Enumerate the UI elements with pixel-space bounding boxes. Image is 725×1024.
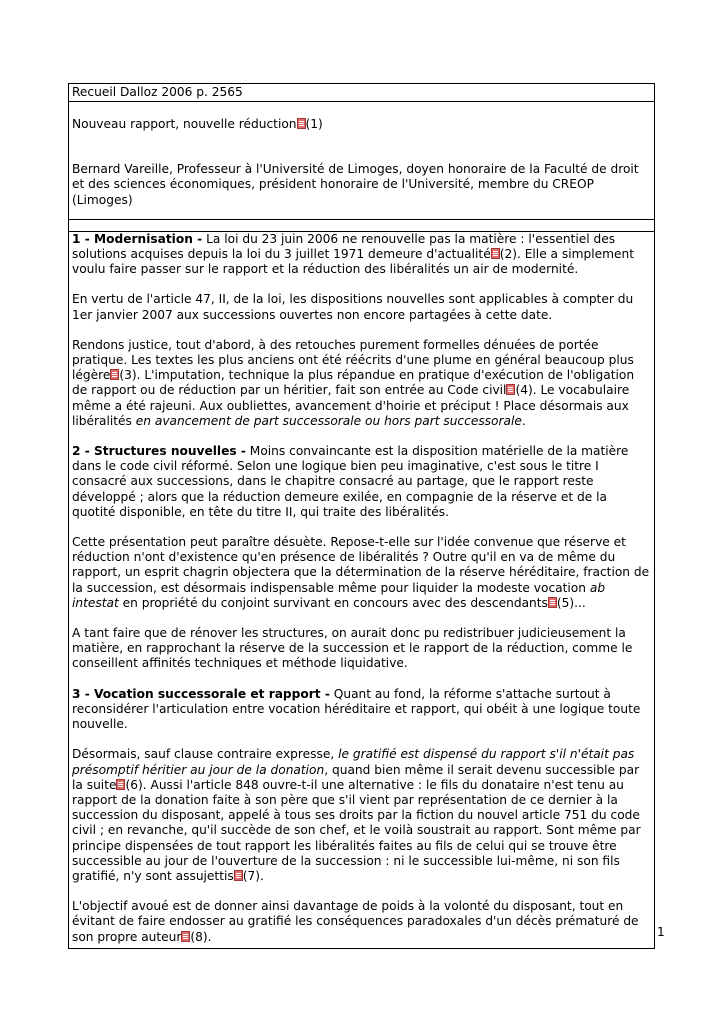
document-frame (68, 83, 655, 949)
header-row (69, 102, 654, 220)
note-icon[interactable] (116, 779, 125, 790)
source-row (69, 84, 654, 102)
footnote-link[interactable]: (8) (190, 929, 208, 944)
paragraph-5: Cette présentation peut paraître désuète. Repose-t-elle sur l'idée convenue que réserve et réduction n'ont d'existence qu'en présence de libéralités ? Outre qu'il en va de même du rapport, un esprit chagrin objectera que la détermination de la réserve héréditaire, fraction de la succession, est désormais indispensable même pour liquider la modeste vocation ab intestat en propriété du conjoint survivant en concours avec des descendants (5)... (72, 535, 650, 610)
section-heading: 2 - Structures nouvelles - (72, 444, 246, 459)
paragraph-7: 3 - Vocation successorale et rapport - Quant au fond, la réforme s'attache surtout à reconsidérer l'articulation entre vocation héréditaire et rapport, qui obéit à une logique toute nouvelle. (72, 686, 641, 732)
paragraph-8: Désormais, sauf clause contraire expresse, le gratifié est dispensé du rapport s'il n'était pas présomptif héritier au jour de la donation, quand bien même il serait devenu successible par la suite (6). Aussi l'article 848 ouvre-t-il une alternative : le fils du donataire n'est tenu au rapport de la donation faite à son père que s'il vient par représentation de ce dernier à la succession du disposant, appelé à tous ses droits par la fiction du nouvel article 751 du code civil ; en revanche, qu'il succède de son chef, et le voilà soustrait au rapport. Sont même par principe dispensées de tout rapport les libéralités faites au fils de celui qui se trouve être successible au jour de l'ouverture de la succession : ni le successible lui-même, ni son fils gratifié, n'y sont assujettis (7). (72, 747, 641, 883)
section-heading: 1 - Modernisation - (72, 231, 203, 246)
footnote-link[interactable]: (7) (242, 868, 260, 883)
paragraph-6: A tant faire que de rénover les structures, on aurait donc pu redistribuer judicieusement la matière, en rapprochant la réserve de la succession et le rapport de la réduction, comme le conseillent affinités techniques et méthode liquidative. (72, 626, 633, 671)
note-icon[interactable] (491, 248, 500, 259)
spacer-row (69, 220, 654, 232)
note-icon[interactable] (110, 369, 119, 380)
footnote-link[interactable]: (5) (556, 595, 575, 610)
paragraph-4: 2 - Structures nouvelles - Moins convaincante est la disposition matérielle de la matière dans le code civil réformé. Selon une logique bien peu imaginative, c'est sous le titre I consacré aux successions, dans le chapitre consacré au partage, que le rapport reste développé ; alors que la réduction demeure exilée, en compagnie de la réserve et de la quotité disponible, en tête du titre II, qui traite des libéralités. (72, 444, 629, 519)
footnote-link[interactable]: (4) (515, 383, 533, 398)
source-citation: Recueil Dalloz 2006 p. 2565 (72, 85, 243, 99)
note-icon[interactable] (506, 384, 515, 395)
article-body (69, 232, 654, 948)
footnote-link[interactable]: (6) (125, 777, 143, 792)
article-title: Nouveau rapport, nouvelle réduction (1) (72, 117, 323, 131)
author-line: Bernard Vareille, Professeur à l'Université de Limoges, doyen honoraire de la Faculté de droit et des sciences économiques, président honoraire de l'Université, membre du CREOP (Limoges) (72, 162, 639, 207)
paragraph-2: En vertu de l'article 47, II, de la loi, les dispositions nouvelles sont applicables à compter du 1er janvier 2007 aux successions ouvertes non encore partagées à cette date. (72, 292, 634, 322)
page-number: 1 (657, 925, 665, 939)
note-icon[interactable] (181, 931, 190, 942)
section-heading: 3 - Vocation successorale et rapport - (72, 686, 330, 701)
note-icon[interactable] (297, 118, 306, 129)
footnote-link[interactable]: (1) (305, 117, 323, 131)
paragraph-1: 1 - Modernisation - La loi du 23 juin 2006 ne renouvelle pas la matière : l'essentiel des solutions acquises depuis la loi du 3 juillet 1971 demeure d'actualité (2). Elle a simplement voulu faire passer sur le rapport et la réduction des libéralités un air de modernité. (72, 231, 635, 277)
footnote-link[interactable]: (2) (499, 247, 517, 262)
note-icon[interactable] (234, 870, 243, 881)
note-icon[interactable] (548, 597, 557, 608)
paragraph-3: Rendons justice, tout d'abord, à des retouches purement formelles dénuées de portée pratique. Les textes les plus anciens ont été réécrits d'une plume en général beaucoup plus légère (3). L'imputation, technique la plus répandue en pratique d'exécution de l'obligation de rapport ou de réduction par un héritier, fait son entrée au Code civil (4). Le vocabulaire même a été rajeuni. Aux oubliettes, avancement d'hoirie et préciput ! Place désormais aux libéralités en avancement de part successorale ou hors part successorale. (72, 337, 635, 428)
paragraph-9: L'objectif avoué est de donner ainsi davantage de poids à la volonté du disposant, tout en évitant de faire endosser au gratifié les conséquences paradoxales d'un décès prématuré de son propre auteur (8). (72, 899, 639, 944)
footnote-link[interactable]: (3) (119, 368, 137, 383)
